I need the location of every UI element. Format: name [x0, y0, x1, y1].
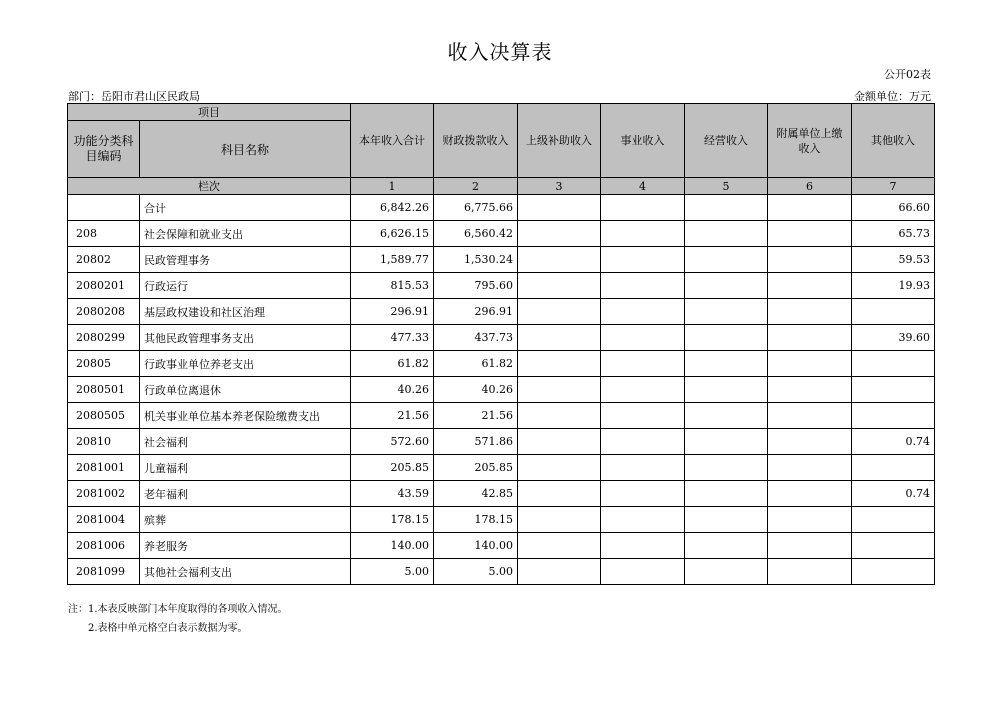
header-item: 项目 [68, 104, 351, 121]
index-col: 5 [685, 178, 768, 195]
header-name: 科目名称 [140, 121, 351, 178]
table-row [68, 195, 935, 221]
affiliated-cell [768, 481, 852, 507]
other-cell [852, 533, 935, 559]
upper-cell [518, 533, 601, 559]
fiscal-cell: 795.60 [434, 273, 518, 299]
fiscal-cell: 178.15 [434, 507, 518, 533]
name-cell: 老年福利 [140, 481, 351, 507]
code-cell: 2080299 [68, 325, 140, 351]
other-cell [852, 455, 935, 481]
header-other: 其他收入 [852, 104, 935, 178]
business-cell [601, 533, 685, 559]
upper-cell [518, 273, 601, 299]
table-row [68, 377, 935, 403]
affiliated-cell [768, 377, 852, 403]
footnote: 2.表格中单元格空白表示数据为零。 [88, 623, 248, 634]
fiscal-cell: 437.73 [434, 325, 518, 351]
business-cell [601, 221, 685, 247]
other-cell [852, 507, 935, 533]
name-cell: 社会保障和就业支出 [140, 221, 351, 247]
total-cell: 6,842.26 [351, 195, 434, 221]
other-cell [852, 351, 935, 377]
operating-cell [685, 195, 768, 221]
fiscal-cell: 61.82 [434, 351, 518, 377]
code-cell: 2081002 [68, 481, 140, 507]
fiscal-cell: 6,560.42 [434, 221, 518, 247]
operating-cell [685, 325, 768, 351]
header-operating: 经营收入 [685, 104, 768, 178]
total-cell: 572.60 [351, 429, 434, 455]
index-col: 1 [351, 178, 434, 195]
index-label: 栏次 [68, 178, 351, 195]
footnotes [68, 600, 288, 638]
code-cell: 2081004 [68, 507, 140, 533]
operating-cell [685, 299, 768, 325]
name-cell: 民政管理事务 [140, 247, 351, 273]
total-cell: 477.33 [351, 325, 434, 351]
department-label: 部门：岳阳市君山区民政局 [68, 90, 200, 103]
business-cell [601, 403, 685, 429]
business-cell [601, 195, 685, 221]
name-cell: 殡葬 [140, 507, 351, 533]
table-row [68, 455, 935, 481]
total-cell: 43.59 [351, 481, 434, 507]
other-cell: 0.74 [852, 429, 935, 455]
fiscal-cell: 205.85 [434, 455, 518, 481]
table-row [68, 273, 935, 299]
affiliated-cell [768, 273, 852, 299]
table-row [68, 221, 935, 247]
index-col: 3 [518, 178, 601, 195]
total-cell: 61.82 [351, 351, 434, 377]
name-cell: 行政单位离退休 [140, 377, 351, 403]
table-row [68, 351, 935, 377]
name-cell: 合计 [140, 195, 351, 221]
upper-cell [518, 377, 601, 403]
code-cell: 20802 [68, 247, 140, 273]
upper-cell [518, 559, 601, 585]
table-row [68, 403, 935, 429]
other-cell: 59.53 [852, 247, 935, 273]
index-col: 6 [768, 178, 852, 195]
name-cell: 其他社会福利支出 [140, 559, 351, 585]
name-cell: 行政事业单位养老支出 [140, 351, 351, 377]
affiliated-cell [768, 195, 852, 221]
operating-cell [685, 351, 768, 377]
upper-cell [518, 351, 601, 377]
table-row [68, 559, 935, 585]
affiliated-cell [768, 325, 852, 351]
header-row-top [68, 104, 935, 121]
header-affiliated: 附属单位上缴收入 [768, 104, 852, 178]
upper-cell [518, 481, 601, 507]
table-row [68, 481, 935, 507]
business-cell [601, 559, 685, 585]
header-total: 本年收入合计 [351, 104, 434, 178]
affiliated-cell [768, 299, 852, 325]
index-col: 4 [601, 178, 685, 195]
business-cell [601, 351, 685, 377]
name-cell: 其他民政管理事务支出 [140, 325, 351, 351]
index-row [68, 178, 935, 195]
upper-cell [518, 195, 601, 221]
upper-cell [518, 507, 601, 533]
affiliated-cell [768, 559, 852, 585]
table-row [68, 325, 935, 351]
affiliated-cell [768, 221, 852, 247]
upper-cell [518, 429, 601, 455]
income-table [67, 103, 935, 585]
affiliated-cell [768, 507, 852, 533]
business-cell [601, 429, 685, 455]
other-cell: 0.74 [852, 481, 935, 507]
header-upper: 上级补助收入 [518, 104, 601, 178]
amount-unit-label: 金额单位：万元 [854, 90, 931, 103]
fiscal-cell: 1,530.24 [434, 247, 518, 273]
fiscal-cell: 6,775.66 [434, 195, 518, 221]
total-cell: 1,589.77 [351, 247, 434, 273]
fiscal-cell: 5.00 [434, 559, 518, 585]
business-cell [601, 481, 685, 507]
other-cell: 19.93 [852, 273, 935, 299]
code-cell: 2081001 [68, 455, 140, 481]
operating-cell [685, 507, 768, 533]
total-cell: 6,626.15 [351, 221, 434, 247]
header-business: 事业收入 [601, 104, 685, 178]
business-cell [601, 273, 685, 299]
name-cell: 儿童福利 [140, 455, 351, 481]
total-cell: 40.26 [351, 377, 434, 403]
code-cell: 20810 [68, 429, 140, 455]
upper-cell [518, 403, 601, 429]
total-cell: 140.00 [351, 533, 434, 559]
code-cell: 2080501 [68, 377, 140, 403]
table-row [68, 429, 935, 455]
other-cell [852, 377, 935, 403]
page-title: 收入决算表 [447, 40, 553, 64]
code-cell: 2081006 [68, 533, 140, 559]
name-cell: 机关事业单位基本养老保险缴费支出 [140, 403, 351, 429]
business-cell [601, 299, 685, 325]
index-col: 2 [434, 178, 518, 195]
affiliated-cell [768, 533, 852, 559]
operating-cell [685, 455, 768, 481]
affiliated-cell [768, 351, 852, 377]
total-cell: 21.56 [351, 403, 434, 429]
code-cell: 2080505 [68, 403, 140, 429]
code-cell: 2081099 [68, 559, 140, 585]
business-cell [601, 455, 685, 481]
name-cell: 基层政权建设和社区治理 [140, 299, 351, 325]
code-cell: 20805 [68, 351, 140, 377]
other-cell: 66.60 [852, 195, 935, 221]
business-cell [601, 325, 685, 351]
operating-cell [685, 533, 768, 559]
operating-cell [685, 273, 768, 299]
affiliated-cell [768, 429, 852, 455]
name-cell: 养老服务 [140, 533, 351, 559]
header-fiscal: 财政拨款收入 [434, 104, 518, 178]
upper-cell [518, 299, 601, 325]
operating-cell [685, 403, 768, 429]
table-row [68, 533, 935, 559]
operating-cell [685, 221, 768, 247]
name-cell: 社会福利 [140, 429, 351, 455]
operating-cell [685, 377, 768, 403]
fiscal-cell: 296.91 [434, 299, 518, 325]
total-cell: 815.53 [351, 273, 434, 299]
affiliated-cell [768, 247, 852, 273]
total-cell: 178.15 [351, 507, 434, 533]
upper-cell [518, 325, 601, 351]
operating-cell [685, 559, 768, 585]
operating-cell [685, 429, 768, 455]
business-cell [601, 507, 685, 533]
index-col: 7 [852, 178, 935, 195]
fiscal-cell: 571.86 [434, 429, 518, 455]
affiliated-cell [768, 403, 852, 429]
operating-cell [685, 481, 768, 507]
code-cell: 2080201 [68, 273, 140, 299]
other-cell: 65.73 [852, 221, 935, 247]
table-row [68, 299, 935, 325]
business-cell [601, 247, 685, 273]
business-cell [601, 377, 685, 403]
code-cell: 208 [68, 221, 140, 247]
operating-cell [685, 247, 768, 273]
total-cell: 296.91 [351, 299, 434, 325]
upper-cell [518, 247, 601, 273]
total-cell: 5.00 [351, 559, 434, 585]
code-cell [68, 195, 140, 221]
form-code: 公开02表 [884, 68, 931, 81]
affiliated-cell [768, 455, 852, 481]
fiscal-cell: 40.26 [434, 377, 518, 403]
fiscal-cell: 21.56 [434, 403, 518, 429]
total-cell: 205.85 [351, 455, 434, 481]
code-cell: 2080208 [68, 299, 140, 325]
fiscal-cell: 140.00 [434, 533, 518, 559]
upper-cell [518, 455, 601, 481]
table-row [68, 507, 935, 533]
other-cell [852, 559, 935, 585]
header-code: 功能分类科目编码 [68, 121, 140, 178]
other-cell [852, 299, 935, 325]
footnote: 注：1.本表反映部门本年度取得的各项收入情况。 [68, 604, 288, 615]
fiscal-cell: 42.85 [434, 481, 518, 507]
other-cell [852, 403, 935, 429]
other-cell: 39.60 [852, 325, 935, 351]
upper-cell [518, 221, 601, 247]
table-row [68, 247, 935, 273]
name-cell: 行政运行 [140, 273, 351, 299]
